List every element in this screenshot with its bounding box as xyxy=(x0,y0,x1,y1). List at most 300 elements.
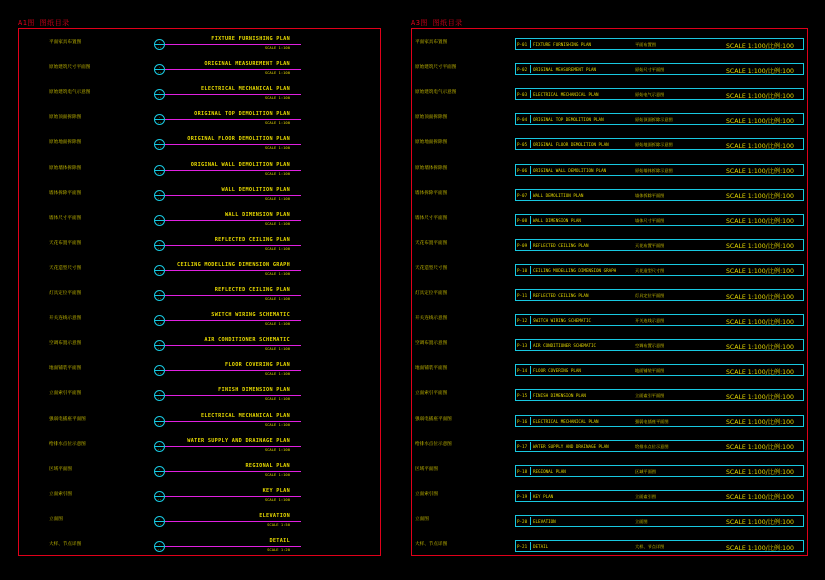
drawing-scale: SCALE 1:100/比例:100 xyxy=(726,293,794,301)
right-drawing-row xyxy=(412,83,807,103)
plan-title: ELECTRICAL MECHANICAL PLAN xyxy=(200,412,290,419)
catalog-cell xyxy=(515,289,804,301)
badge-bottom-number: -- xyxy=(157,120,162,125)
drawing-chinese-name: 墙体尺寸平面图 xyxy=(635,217,665,223)
drawing-english-name: CEILING MODELLING DIMENSION GRAPH xyxy=(533,267,617,273)
row-chinese-label: 天花造型尺寸图 xyxy=(49,265,82,271)
right-drawing-row xyxy=(412,309,807,329)
cell-divider xyxy=(530,266,531,274)
drawing-code: P-05 xyxy=(517,142,528,148)
row-chinese-label: 大样、节点详图 xyxy=(415,542,448,547)
row-chinese-label: 区域平面图 xyxy=(49,466,72,472)
plan-scale: SCALE 1:50 xyxy=(267,521,290,527)
row-chinese-label: 墙体尺寸平面图 xyxy=(415,215,448,221)
plan-title: ORIGINAL WALL DEMOLITION PLAN xyxy=(190,161,290,168)
right-drawing-row xyxy=(412,284,807,304)
plan-title: DETAIL xyxy=(269,538,290,544)
plan-scale: SCALE 1:100 xyxy=(264,245,290,251)
row-chinese-label: 空调布置示意图 xyxy=(49,341,82,347)
badge-top-number: - xyxy=(158,215,161,220)
drawing-english-name: FIXTURE FURNISHING PLAN xyxy=(533,42,591,47)
catalog-cell xyxy=(515,138,804,150)
drawing-code: P-10 xyxy=(517,267,528,273)
section-badge-icon xyxy=(154,190,165,201)
drawing-code: P-01 xyxy=(517,42,528,47)
plan-scale: SCALE 1:100 xyxy=(264,346,290,352)
drawing-english-name: ORIGINAL FLOOR DEMOLITION PLAN xyxy=(533,142,609,148)
drawing-scale: SCALE 1:100/比例:100 xyxy=(726,92,794,100)
plan-scale: SCALE 1:100 xyxy=(264,296,290,301)
catalog-cell xyxy=(515,389,804,401)
drawing-code: P-11 xyxy=(517,293,528,298)
row-chinese-label: 强弱电插座平面图 xyxy=(49,416,86,422)
plan-title: REFLECTED CEILING PLAN xyxy=(214,287,290,293)
row-chinese-label: 平面家具布置图 xyxy=(415,40,448,45)
drawing-code: P-13 xyxy=(517,343,528,349)
plan-title: WALL DIMENSION PLAN xyxy=(224,211,290,218)
section-badge-icon xyxy=(154,315,165,326)
drawing-scale: SCALE 1:100/比例:100 xyxy=(726,42,794,50)
plan-scale: SCALE 1:100 xyxy=(264,270,290,276)
row-chinese-label: 原始顶面拆除图 xyxy=(415,115,448,121)
plan-title: WALL DEMOLITION PLAN xyxy=(221,186,290,193)
badge-top-number: - xyxy=(158,466,161,471)
badge-bottom-number: -- xyxy=(157,547,162,551)
right-drawing-row xyxy=(412,108,807,128)
right-drawing-row xyxy=(412,410,807,430)
badge-top-number: - xyxy=(158,416,161,421)
drawing-english-name: FINISH DIMENSION PLAN xyxy=(533,393,586,399)
section-badge-icon xyxy=(154,114,165,125)
left-panel-title: A1图 图纸目录 xyxy=(18,19,70,27)
cell-divider xyxy=(530,291,531,299)
drawing-code: P-04 xyxy=(517,117,528,123)
drawing-scale: SCALE 1:100/比例:100 xyxy=(726,343,794,351)
drawing-english-name: ELECTRICAL MECHANICAL PLAN xyxy=(533,418,599,424)
catalog-cell xyxy=(515,113,804,125)
catalog-cell xyxy=(515,239,804,251)
catalog-cell xyxy=(515,214,804,226)
row-chinese-label: 天花布置平面图 xyxy=(49,240,82,246)
badge-top-number: - xyxy=(158,316,161,321)
right-drawing-row xyxy=(412,485,807,505)
plan-title: REFLECTED CEILING PLAN xyxy=(214,236,290,243)
row-chinese-label: 原始墙体拆除图 xyxy=(415,165,448,171)
badge-top-number: - xyxy=(158,516,161,521)
catalog-cell xyxy=(515,88,804,100)
right-drawing-row xyxy=(412,384,807,404)
plan-scale: SCALE 1:100 xyxy=(264,396,290,402)
badge-bottom-number: -- xyxy=(157,170,162,175)
cell-divider xyxy=(530,442,531,450)
catalog-cell xyxy=(515,63,804,75)
right-drawing-row xyxy=(412,259,807,279)
plan-scale: SCALE 1:100 xyxy=(264,45,290,50)
drawing-code: P-20 xyxy=(517,518,528,524)
drawing-english-name: FLOOR COVERING PLAN xyxy=(533,368,581,374)
drawing-english-name: KEY PLAN xyxy=(533,493,554,499)
catalog-cell xyxy=(515,515,804,527)
badge-bottom-number: -- xyxy=(157,45,162,49)
badge-top-number: - xyxy=(158,291,161,295)
cell-divider xyxy=(530,391,531,399)
section-badge-icon xyxy=(154,491,165,502)
cell-divider xyxy=(530,65,531,73)
badge-bottom-number: -- xyxy=(157,421,162,426)
row-chinese-label: 灯具定位平面图 xyxy=(415,291,448,296)
drawing-code: P-06 xyxy=(517,167,528,173)
plan-title: FLOOR COVERING PLAN xyxy=(224,362,290,369)
right-drawing-row xyxy=(412,334,807,354)
drawing-code: P-07 xyxy=(517,192,528,198)
drawing-chinese-name: 立面索引平面图 xyxy=(635,393,665,399)
row-chinese-label: 空调布置示意图 xyxy=(415,341,448,347)
drawing-chinese-name: 强弱电插座平面图 xyxy=(635,418,669,424)
drawing-english-name: REFLECTED CEILING PLAN xyxy=(533,242,589,248)
right-drawing-row xyxy=(412,435,807,455)
plan-title: WATER SUPPLY AND DRAINAGE PLAN xyxy=(187,437,290,444)
badge-bottom-number: -- xyxy=(157,245,162,250)
badge-top-number: - xyxy=(158,366,161,371)
plan-title: REGIONAL PLAN xyxy=(245,462,290,469)
drawing-scale: SCALE 1:100/比例:100 xyxy=(726,218,794,226)
section-badge-icon xyxy=(154,466,165,477)
row-chinese-label: 原始建筑电气示意图 xyxy=(415,90,457,96)
drawing-chinese-name: 给排水点位示意图 xyxy=(635,443,669,449)
plan-title: FINISH DIMENSION PLAN xyxy=(218,387,290,394)
left-drawing-row xyxy=(19,133,380,153)
drawing-scale: SCALE 1:100/比例:100 xyxy=(726,268,794,276)
section-badge-icon xyxy=(154,265,165,276)
badge-top-number: - xyxy=(158,115,161,120)
badge-bottom-number: -- xyxy=(157,145,162,150)
badge-bottom-number: -- xyxy=(157,296,162,300)
left-drawing-row xyxy=(19,159,380,179)
left-drawing-frame xyxy=(18,28,381,556)
drawing-code: P-09 xyxy=(517,242,528,248)
plan-title: FIXTURE FURNISHING PLAN xyxy=(211,36,290,42)
badge-top-number: - xyxy=(158,441,161,446)
row-chinese-label: 给排水点位示意图 xyxy=(415,441,452,447)
drawing-scale: SCALE 1:100/比例:100 xyxy=(726,142,794,150)
row-chinese-label: 墙体拆除平面图 xyxy=(415,190,448,196)
left-drawing-row xyxy=(19,384,380,404)
drawing-english-name: WATER SUPPLY AND DRAINAGE PLAN xyxy=(533,443,609,449)
left-drawing-row xyxy=(19,510,380,530)
plan-title: ORIGINAL FLOOR DEMOLITION PLAN xyxy=(187,136,290,143)
drawing-scale: SCALE 1:100/比例:100 xyxy=(726,117,794,125)
catalog-cell xyxy=(515,440,804,452)
left-drawing-row xyxy=(19,184,380,204)
cell-divider xyxy=(530,191,531,199)
cell-divider xyxy=(530,40,531,48)
badge-top-number: - xyxy=(158,341,161,346)
catalog-cell xyxy=(515,314,804,326)
drawing-scale: SCALE 1:100/比例:100 xyxy=(726,193,794,201)
drawing-chinese-name: 原始尺寸平面图 xyxy=(635,67,665,73)
catalog-cell xyxy=(515,264,804,276)
plan-title: ELECTRICAL MECHANICAL PLAN xyxy=(200,86,290,93)
cell-divider xyxy=(530,492,531,500)
plan-scale: SCALE 1:100 xyxy=(264,220,290,226)
drawing-chinese-name: 天花布置平面图 xyxy=(635,242,665,248)
right-drawing-row xyxy=(412,133,807,153)
left-drawing-row xyxy=(19,309,380,329)
left-drawing-row xyxy=(19,359,380,379)
catalog-cell xyxy=(515,339,804,351)
plan-scale: SCALE 1:100 xyxy=(264,95,290,101)
badge-bottom-number: -- xyxy=(157,471,162,476)
badge-bottom-number: -- xyxy=(157,195,162,200)
plan-title: ORIGINAL TOP DEMOLITION PLAN xyxy=(194,111,290,118)
cell-divider xyxy=(530,341,531,349)
drawing-chinese-name: 灯具定位平面图 xyxy=(635,293,665,298)
drawing-scale: SCALE 1:100/比例:100 xyxy=(726,544,794,552)
drawing-scale: SCALE 1:100/比例:100 xyxy=(726,469,794,477)
badge-top-number: - xyxy=(158,90,161,95)
catalog-cell xyxy=(515,415,804,427)
drawing-code: P-08 xyxy=(517,217,528,223)
right-drawing-row xyxy=(412,510,807,530)
right-drawing-row xyxy=(412,359,807,379)
badge-bottom-number: -- xyxy=(157,270,162,275)
plan-scale: SCALE 1:100 xyxy=(264,170,290,176)
section-badge-icon xyxy=(154,516,165,527)
left-drawing-row xyxy=(19,435,380,455)
left-drawing-row xyxy=(19,334,380,354)
cell-divider xyxy=(530,366,531,374)
cell-divider xyxy=(530,166,531,174)
left-drawing-row xyxy=(19,58,380,78)
drawing-chinese-name: 墙体拆除平面图 xyxy=(635,192,665,198)
plan-title: ORIGINAL MEASUREMENT PLAN xyxy=(204,61,290,68)
plan-scale: SCALE 1:100 xyxy=(264,195,290,201)
cell-divider xyxy=(530,316,531,324)
badge-top-number: - xyxy=(158,391,161,396)
drawing-scale: SCALE 1:100/比例:100 xyxy=(726,494,794,502)
section-badge-icon xyxy=(154,139,165,150)
catalog-cell xyxy=(515,38,804,50)
section-badge-icon xyxy=(154,416,165,427)
drawing-scale: SCALE 1:100/比例:100 xyxy=(726,444,794,452)
cell-divider xyxy=(530,417,531,425)
badge-bottom-number: -- xyxy=(157,371,162,376)
cell-divider xyxy=(530,241,531,249)
section-badge-icon xyxy=(154,541,165,552)
section-badge-icon xyxy=(154,39,165,50)
left-drawing-row xyxy=(19,234,380,254)
row-chinese-label: 原始建筑电气示意图 xyxy=(49,90,91,96)
drawing-chinese-name: 原始电气示意图 xyxy=(635,92,665,98)
right-drawing-row xyxy=(412,234,807,254)
drawing-chinese-name: 立面图 xyxy=(635,518,648,524)
drawing-chinese-name: 立面索引图 xyxy=(635,493,656,499)
right-drawing-row xyxy=(412,184,807,204)
drawing-english-name: REFLECTED CEILING PLAN xyxy=(533,293,589,298)
plan-scale: SCALE 1:20 xyxy=(267,547,290,552)
drawing-chinese-name: 空调布置示意图 xyxy=(635,343,665,349)
row-chinese-label: 墙体尺寸平面图 xyxy=(49,215,82,221)
left-drawing-row xyxy=(19,259,380,279)
row-chinese-label: 立面图 xyxy=(49,516,63,522)
drawing-code: P-14 xyxy=(517,368,528,374)
drawing-english-name: ORIGINAL WALL DEMOLITION PLAN xyxy=(533,167,607,173)
drawing-chinese-name: 区域平面图 xyxy=(635,468,656,474)
row-chinese-label: 给排水点位示意图 xyxy=(49,441,86,447)
drawing-code: P-02 xyxy=(517,67,528,73)
section-badge-icon xyxy=(154,390,165,401)
plan-scale: SCALE 1:100 xyxy=(264,446,290,452)
drawing-chinese-name: 原始地面拆除示意图 xyxy=(635,142,673,148)
drawing-scale: SCALE 1:100/比例:100 xyxy=(726,519,794,527)
section-badge-icon xyxy=(154,240,165,251)
right-drawing-row xyxy=(412,209,807,229)
left-drawing-row xyxy=(19,108,380,128)
badge-top-number: - xyxy=(158,190,161,195)
section-badge-icon xyxy=(154,89,165,100)
cell-divider xyxy=(530,140,531,148)
drawing-english-name: ELECTRICAL MECHANICAL PLAN xyxy=(533,92,599,98)
row-chinese-label: 平面家具布置图 xyxy=(49,40,82,45)
drawing-chinese-name: 原始顶面拆除示意图 xyxy=(635,117,673,123)
drawing-chinese-name: 地面铺装平面图 xyxy=(635,368,665,374)
drawing-english-name: ELEVATION xyxy=(533,518,556,524)
badge-top-number: - xyxy=(158,40,161,44)
plan-title: SWITCH WIRING SCHEMATIC xyxy=(211,312,290,319)
drawing-scale: SCALE 1:100/比例:100 xyxy=(726,419,794,426)
left-drawing-row xyxy=(19,535,380,555)
drawing-english-name: AIR CONDITIONER SCHEMATIC xyxy=(533,343,597,349)
drawing-english-name: WALL DEMOLITION PLAN xyxy=(533,192,584,198)
cell-divider xyxy=(530,115,531,123)
badge-bottom-number: -- xyxy=(157,346,162,351)
badge-bottom-number: -- xyxy=(157,521,162,526)
plan-scale: SCALE 1:100 xyxy=(264,70,290,76)
left-drawing-row xyxy=(19,209,380,229)
row-chinese-label: 开关连线示意图 xyxy=(415,316,448,322)
catalog-cell xyxy=(515,540,804,552)
row-chinese-label: 原始地面拆除图 xyxy=(415,140,448,146)
plan-title: ELEVATION xyxy=(259,512,290,519)
drawing-code: P-12 xyxy=(517,318,528,324)
drawing-chinese-name: 大样、节点详图 xyxy=(635,544,665,549)
badge-bottom-number: -- xyxy=(157,496,162,501)
drawing-english-name: WALL DIMENSION PLAN xyxy=(533,217,581,223)
drawing-scale: SCALE 1:100/比例:100 xyxy=(726,368,794,376)
left-drawing-row xyxy=(19,83,380,103)
cell-divider xyxy=(530,542,531,550)
left-drawing-row xyxy=(19,284,380,304)
row-chinese-label: 天花布置平面图 xyxy=(415,240,448,246)
drawing-english-name: ORIGINAL TOP DEMOLITION PLAN xyxy=(533,117,604,123)
cell-divider xyxy=(530,517,531,525)
catalog-cell xyxy=(515,189,804,201)
row-chinese-label: 原始顶面拆除图 xyxy=(49,115,82,121)
row-chinese-label: 区域平面图 xyxy=(415,466,438,472)
badge-top-number: - xyxy=(158,240,161,245)
drawing-scale: SCALE 1:100/比例:100 xyxy=(726,243,794,251)
badge-top-number: - xyxy=(158,491,161,496)
drawing-english-name: REGIONAL PLAN xyxy=(533,468,566,474)
drawing-chinese-name: 开关连线示意图 xyxy=(635,318,665,324)
row-chinese-label: 原始地面拆除图 xyxy=(49,140,82,146)
plan-scale: SCALE 1:100 xyxy=(264,496,290,502)
cell-divider xyxy=(530,467,531,475)
row-chinese-label: 原始建筑尺寸平面图 xyxy=(415,65,457,71)
row-chinese-label: 立面索引图 xyxy=(415,491,438,497)
plan-title: AIR CONDITIONER SCHEMATIC xyxy=(204,337,290,344)
badge-bottom-number: -- xyxy=(157,396,162,401)
drawing-code: P-19 xyxy=(517,493,528,499)
plan-scale: SCALE 1:100 xyxy=(264,471,290,477)
left-drawing-row xyxy=(19,33,380,53)
plan-scale: SCALE 1:100 xyxy=(264,120,290,126)
row-chinese-label: 立面索引平面图 xyxy=(49,391,82,397)
catalog-cell xyxy=(515,465,804,477)
row-chinese-label: 立面索引图 xyxy=(49,491,72,497)
badge-bottom-number: -- xyxy=(157,321,162,326)
row-chinese-label: 地面铺装平面图 xyxy=(415,366,448,372)
left-drawing-row xyxy=(19,460,380,480)
plan-scale: SCALE 1:100 xyxy=(264,321,290,327)
right-drawing-row xyxy=(412,159,807,179)
badge-bottom-number: -- xyxy=(157,446,162,451)
right-drawing-row xyxy=(412,33,807,53)
left-drawing-row xyxy=(19,410,380,430)
section-badge-icon xyxy=(154,290,165,301)
left-drawing-row xyxy=(19,485,380,505)
badge-top-number: - xyxy=(158,65,161,70)
drawing-code: P-15 xyxy=(517,393,528,399)
row-chinese-label: 大样、节点详图 xyxy=(49,542,82,547)
cell-divider xyxy=(530,90,531,98)
right-drawing-row xyxy=(412,58,807,78)
drawing-english-name: DETAIL xyxy=(533,544,549,549)
right-drawing-frame xyxy=(411,28,808,556)
row-chinese-label: 强弱电插座平面图 xyxy=(415,416,452,422)
catalog-cell xyxy=(515,490,804,502)
right-drawing-row xyxy=(412,460,807,480)
row-chinese-label: 开关连线示意图 xyxy=(49,316,82,322)
plan-scale: SCALE 1:100 xyxy=(264,421,290,427)
badge-bottom-number: -- xyxy=(157,220,162,225)
drawing-scale: SCALE 1:100/比例:100 xyxy=(726,67,794,75)
plan-scale: SCALE 1:100 xyxy=(264,371,290,377)
row-chinese-label: 墙体拆除平面图 xyxy=(49,190,82,196)
drawing-scale: SCALE 1:100/比例:100 xyxy=(726,393,794,401)
row-chinese-label: 立面图 xyxy=(415,516,429,522)
drawing-code: P-18 xyxy=(517,468,528,474)
drawing-code: P-17 xyxy=(517,443,528,449)
section-badge-icon xyxy=(154,340,165,351)
catalog-cell xyxy=(515,364,804,376)
row-chinese-label: 天花造型尺寸图 xyxy=(415,265,448,271)
right-drawing-row xyxy=(412,535,807,555)
drawing-code: P-16 xyxy=(517,418,528,424)
drawing-scale: SCALE 1:100/比例:100 xyxy=(726,168,794,175)
section-badge-icon xyxy=(154,64,165,75)
cell-divider xyxy=(530,216,531,224)
drawing-english-name: ORIGINAL MEASUREMENT PLAN xyxy=(533,67,597,73)
section-badge-icon xyxy=(154,165,165,176)
badge-top-number: - xyxy=(158,140,161,145)
section-badge-icon xyxy=(154,365,165,376)
section-badge-icon xyxy=(154,215,165,226)
drawing-chinese-name: 平面布置图 xyxy=(635,42,656,47)
row-chinese-label: 立面索引平面图 xyxy=(415,391,448,397)
section-badge-icon xyxy=(154,441,165,452)
badge-top-number: - xyxy=(158,165,161,170)
